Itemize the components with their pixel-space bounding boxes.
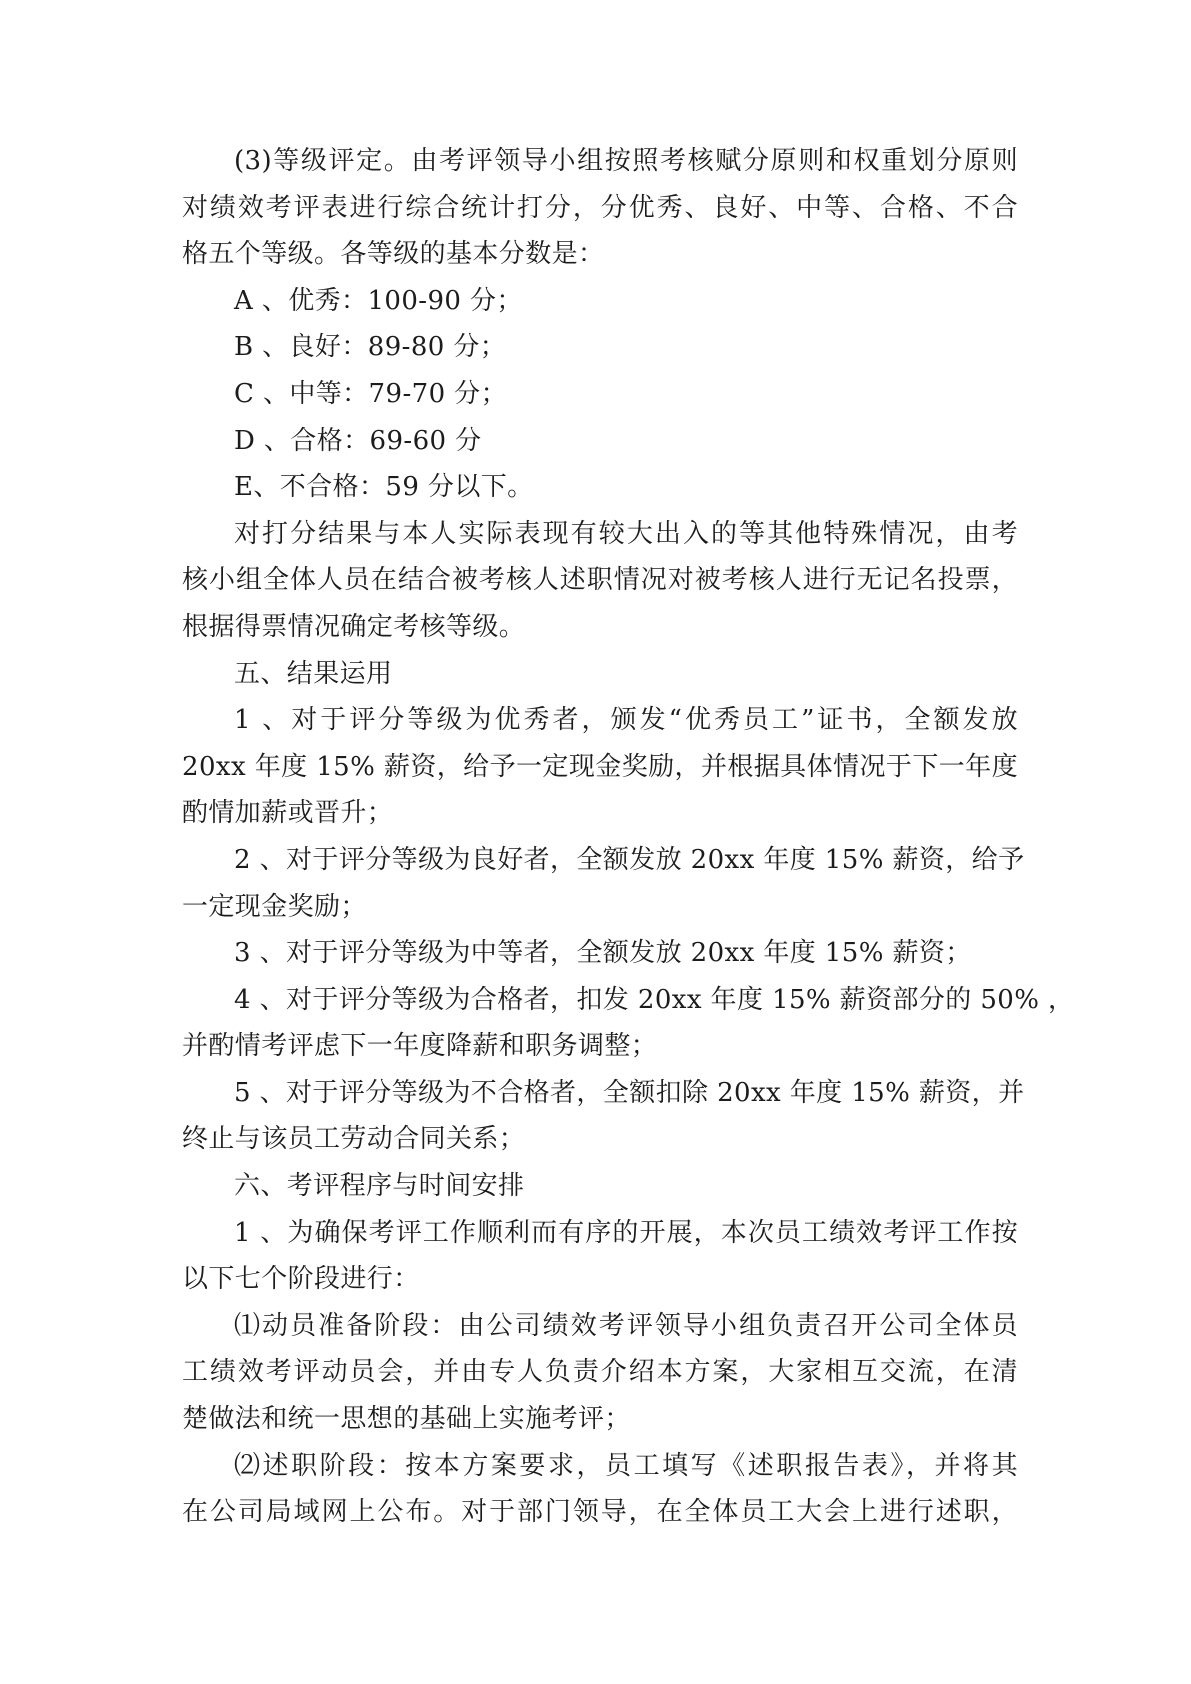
- text-line: 3 、对于评分等级为中等者，全额发放 20xx 年度 15% 薪资；: [234, 938, 972, 969]
- text-line: 楚做法和统一思想的基础上实施考评；: [182, 1404, 631, 1435]
- text-line: 六、考评程序与时间安排: [234, 1171, 525, 1202]
- text-line: ⑴动员准备阶段：由公司绩效考评领导小组负责召开公司全体员: [234, 1310, 1018, 1341]
- text-line: 酌情加薪或晋升；: [182, 798, 394, 829]
- text-line: 对打分结果与本人实际表现有较大出入的等其他特殊情况，由考: [234, 518, 1018, 549]
- text-line: 根据得票情况确定考核等级。: [182, 611, 526, 642]
- text-line: B 、良好：89-80 分；: [234, 332, 507, 363]
- document-body: [182, 138, 1075, 1536]
- text-line: D 、合格：69-60 分: [234, 425, 482, 456]
- text-line: 终止与该员工劳动合同关系；: [182, 1124, 526, 1155]
- text-line: 20xx 年度 15% 薪资，给予一定现金奖励，并根据具体情况于下一年度: [182, 751, 1018, 782]
- text-line: 5 、对于评分等级为不合格者，全额扣除 20xx 年度 15% 薪资，并: [234, 1077, 1025, 1108]
- text-line: 核小组全体人员在结合被考核人述职情况对被考核人进行无记名投票，: [182, 565, 1018, 596]
- text-line: 一定现金奖励；: [182, 891, 367, 922]
- text-line: 在公司局域网上公布。对于部门领导，在全体员工大会上进行述职，: [182, 1497, 1018, 1528]
- text-line: 2 、对于评分等级为良好者，全额发放 20xx 年度 15% 薪资，给予: [234, 844, 1025, 875]
- text-line: C 、中等：79-70 分；: [234, 378, 507, 409]
- text-line: 并酌情考评虑下一年度降薪和职务调整；: [182, 1031, 658, 1062]
- text-line: A 、优秀：100-90 分；: [234, 285, 523, 316]
- text-line: 工绩效考评动员会，并由专人负责介绍本方案，大家相互交流，在清: [182, 1357, 1018, 1388]
- text-line: 五、结果运用: [234, 658, 393, 689]
- text-line: 1 、对于评分等级为优秀者，颁发“优秀员工”证书，全额发放: [234, 705, 1018, 736]
- text-line: (3)等级评定。由考评领导小组按照考核赋分原则和权重划分原则: [234, 146, 1018, 176]
- text-line: 1 、为确保考评工作顺利而有序的开展，本次员工绩效考评工作按: [234, 1217, 1018, 1248]
- text-line: E、不合格：59 分以下。: [234, 472, 534, 503]
- text-line: 以下七个阶段进行：: [182, 1264, 420, 1295]
- text-line: 对绩效考评表进行综合统计打分，分优秀、良好、中等、合格、不合: [182, 192, 1018, 223]
- text-line: ⑵述职阶段：按本方案要求，员工填写《述职报告表》，并将其: [234, 1450, 1018, 1481]
- text-line: 格五个等级。各等级的基本分数是：: [182, 239, 605, 270]
- text-line: 4 、对于评分等级为合格者，扣发 20xx 年度 15% 薪资部分的 50% ，: [234, 984, 1075, 1015]
